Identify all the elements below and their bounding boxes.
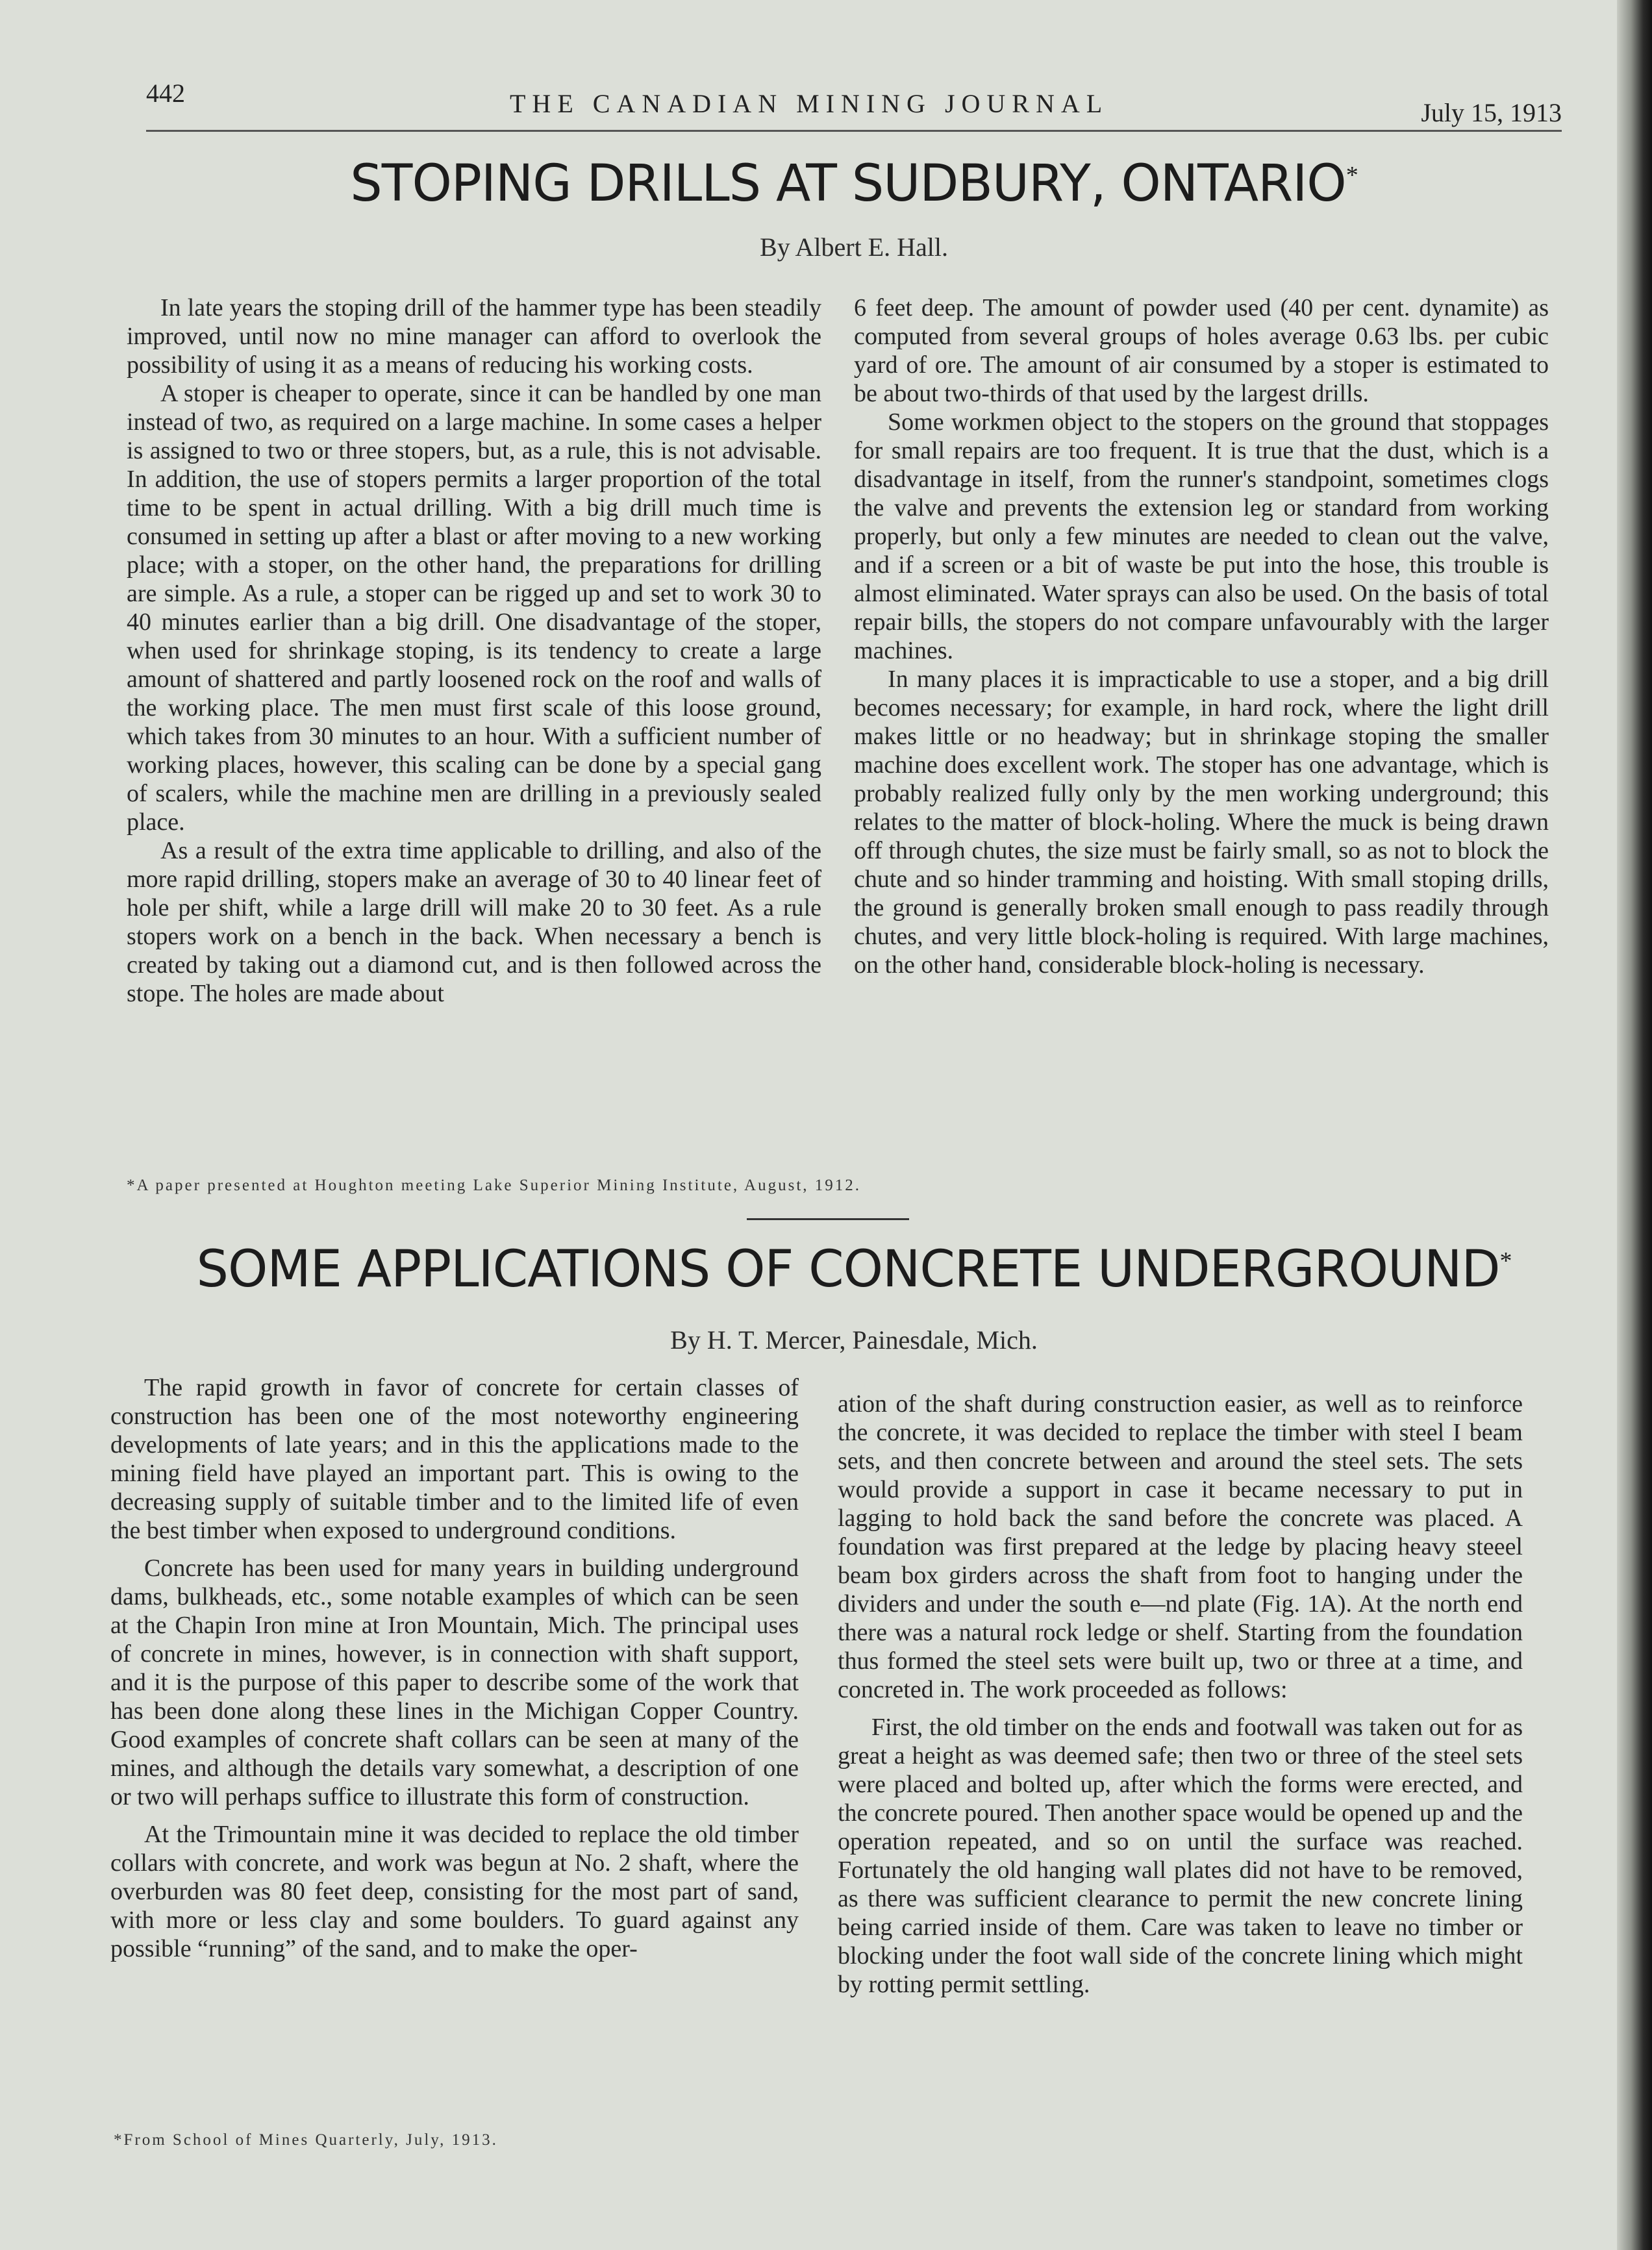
page-edge-shadow bbox=[1617, 0, 1652, 2250]
article-1-title-mark: * bbox=[1345, 162, 1358, 189]
article-2-left-column bbox=[110, 1373, 799, 1963]
article-2-left-paragraph: The rapid growth in favor of concrete for certain classes of construction has been one of the most noteworthy engineering developments of late years; and in this the applications made to the mining field have played an important part. This is owing to the decreasing supply of suitable timber and to the limited life of even the best timber when exposed to underground conditions. bbox=[110, 1374, 799, 1544]
article-1-right-paragraph: In many places it is impracticable to use a stoper, and a big drill becomes necessary; for example, in hard rock, where the light drill makes little or no headway; but in shrinkage stoping the smaller machine does excellent work. The stoper has one advantage, which is probably realized fully only by the men working underground; this relates to the matter of block-holing. Where the muck is being drawn off through chutes, the size must be fairly small, so as not to block the chute and so hinder tramming and hoisting. With small stoping drills, the ground is generally broken small enough to pass readily through chutes, and very little block-holing is required. With large machines, on the other hand, considerable block-holing is necessary. bbox=[854, 666, 1549, 979]
article-1-left-paragraph: In late years the stoping drill of the hammer type has been steadily improved, until now no mine manager can afford to overlook the possibility of using it as a means of reducing his working costs. bbox=[127, 294, 821, 379]
article-2-footnote: *From School of Mines Quarterly, July, 1913. bbox=[114, 2131, 498, 2149]
article-1-title-text: STOPING DRILLS AT SUDBURY, ONTARIO bbox=[350, 155, 1346, 213]
article-1-footnote: *A paper presented at Houghton meeting Lake Superior Mining Institute, August, 1912. bbox=[127, 1177, 862, 1194]
article-1-right-column bbox=[854, 294, 1549, 979]
article-2-right-column bbox=[838, 1390, 1523, 1999]
article-2-title-mark: * bbox=[1499, 1247, 1512, 1275]
article-1-left-paragraph: As a result of the extra time applicable to drilling, and also of the more rapid drilling, stopers make an average of 30 to 40 linear feet of hole per shift, while a large drill will make 20 to 30 feet. As a rule stopers work on a bench in the back. When necessary a bench is created by taking out a diamond cut, and is then followed across the stope. The holes are made about bbox=[127, 837, 821, 1007]
article-1-left-column bbox=[127, 294, 821, 1008]
article-1-byline: By Albert E. Hall. bbox=[760, 232, 948, 262]
article-1-left-paragraph: A stoper is cheaper to operate, since it can be handled by one man instead of two, as required on a large machine. In some cases a helper is assigned to two or three stopers, but, as a rule, this is not advisable. In addition, the use of stopers permits a larger proportion of the total time to be spent in actual drilling. With a big drill much time is consumed in setting up after a blast or after moving to a new working place; with a stoper, on the other hand, the preparations for drilling are simple. As a rule, a stoper can be rigged up and set to work 30 to 40 minutes earlier than a big drill. One disadvantage of the stoper, when used for shrinkage stoping, is its tendency to create a large amount of shattered and partly loosened rock on the roof and walls of the working place. The men must first scale of this loose ground, which takes from 30 minutes to an hour. With a sufficient number of working places, however, this scaling can be done by a special gang of scalers, while the machine men are drilling in a previously sealed place. bbox=[127, 380, 821, 836]
article-1-right-paragraph: Some workmen object to the stopers on the ground that stoppages for small repairs are too frequent. It is true that the dust, which is a disadvantage in itself, from the runner's standpoint, sometimes clogs the valve and prevents the extension leg or standard from working properly, but only a few minutes are needed to clean out the valve, and if a screen or a bit of waste be put into the hose, this trouble is almost eliminated. Water sprays can also be used. On the basis of total repair bills, the stopers do not compare unfavourably with the larger machines. bbox=[854, 408, 1549, 664]
journal-title: THE CANADIAN MINING JOURNAL bbox=[510, 89, 1109, 118]
running-header bbox=[146, 78, 1562, 132]
issue-date: July 15, 1913 bbox=[1421, 98, 1562, 127]
article-2-left-paragraph: Concrete has been used for many years in building underground dams, bulkheads, etc., some notable examples of which can be seen at the Chapin Iron mine at Iron Mountain, Mich. The principal uses of concrete in mines, however, is in connection with shaft support, and it is the purpose of this paper to describe some of the work that has been done along these lines in the Michigan Copper Country. Good examples of concrete shaft collars can be seen at many of the mines, and although the details vary somewhat, a description of one or two will perhaps suffice to illustrate this form of construction. bbox=[110, 1555, 799, 1810]
article-1-title bbox=[146, 155, 1562, 213]
article-divider bbox=[747, 1218, 909, 1220]
article-2-byline: By H. T. Mercer, Painesdale, Mich. bbox=[670, 1325, 1038, 1355]
article-2-right-paragraph: First, the old timber on the ends and footwall was taken out for as great a height as was deemed safe; then two or three of the steel sets were placed and bolted up, after which the forms were erected, and the concrete poured. Then another space would be opened up and the operation repeated, and so on until the surface was reached. Fortunately the old hanging wall plates did not have to be removed, as there was sufficient clearance to permit the new concrete lining being carried inside of them. Care was taken to leave no timber or blocking under the foot wall side of the concrete lining which might by rotting permit settling. bbox=[838, 1714, 1523, 1998]
article-1-right-paragraph: 6 feet deep. The amount of powder used (40 per cent. dynamite) as computed from several groups of holes average 0.63 lbs. per cubic yard of ore. The amount of air consumed by a stoper is estimated to be about two-thirds of that used by the largest drills. bbox=[854, 294, 1549, 407]
page-number: 442 bbox=[146, 79, 185, 108]
article-2-title bbox=[146, 1240, 1562, 1299]
article-2-right-paragraph: ation of the shaft during construction easier, as well as to reinforce the concrete, it was decided to replace the timber with steel I beam sets, and then concrete between and around the steel sets. The sets would provide a support in case it became necessary to put in lagging to hold back the sand before the concrete was placed. A foundation was first prepared at the ledge by placing heavy steeel beam box girders across the shaft from foot to hanging under the dividers and under the south e—nd plate (Fig. 1A). At the north end there was a natural rock ledge or shelf. Starting from the foundation thus formed the steel sets were built up, two or three at a time, and concreted in. The work proceeded as follows: bbox=[838, 1390, 1523, 1703]
article-2-title-text: SOME APPLICATIONS OF CONCRETE UNDERGROUND bbox=[196, 1240, 1500, 1299]
article-2-left-paragraph: At the Trimountain mine it was decided to replace the old timber collars with concrete, and work was begun at No. 2 shaft, where the overburden was 80 feet deep, consisting for the most part of sand, with more or less clay and some boulders. To guard against any possible “running” of the sand, and to make the oper- bbox=[110, 1821, 799, 1962]
